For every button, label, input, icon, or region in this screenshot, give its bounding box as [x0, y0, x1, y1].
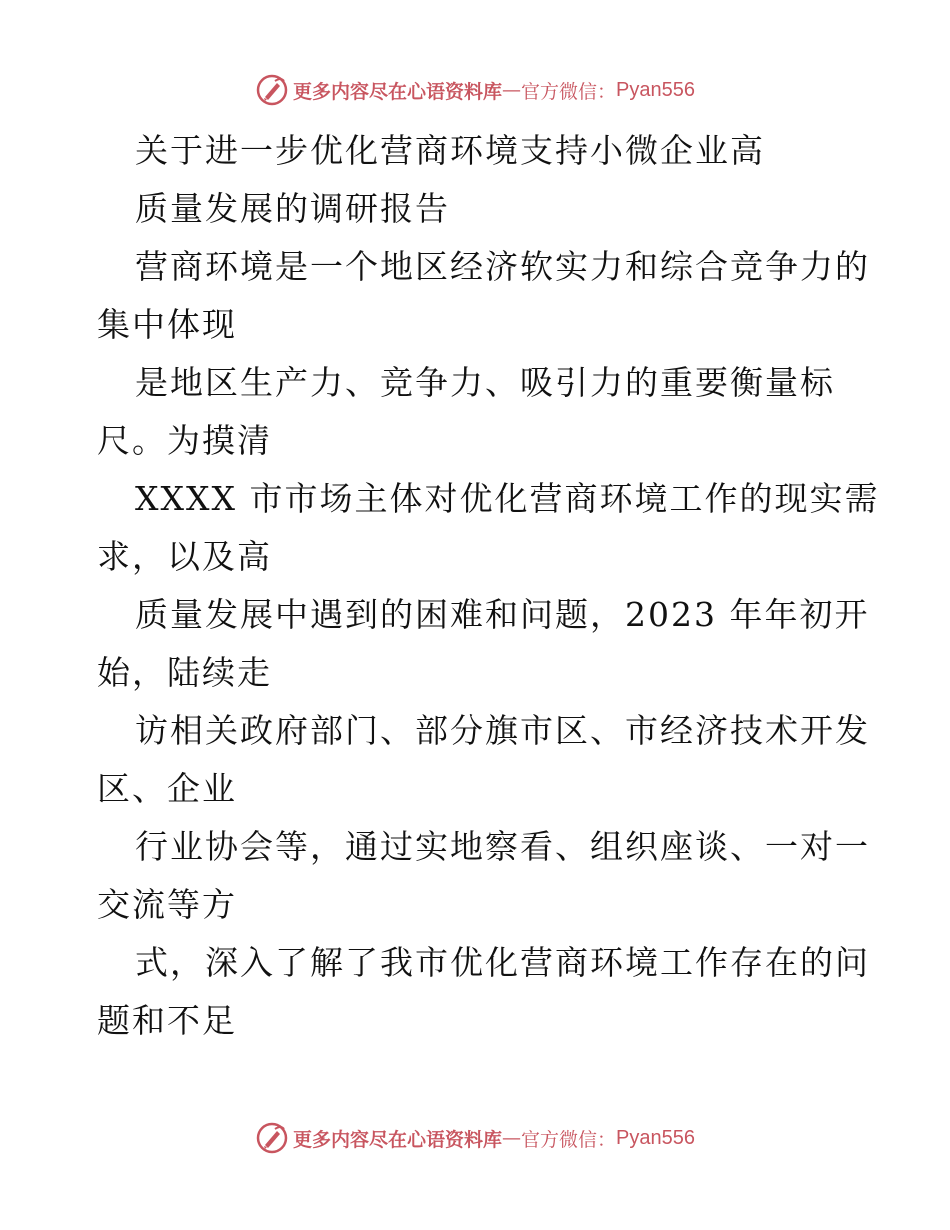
- doc-paragraph-line: 是地区生产力、竞争力、吸引力的重要衡量标: [135, 363, 835, 402]
- watermark-wechat-label: 官方微信：: [521, 1128, 617, 1151]
- doc-paragraph-line: 集中体现: [97, 305, 237, 344]
- doc-paragraph-line: 尺。为摸清: [97, 421, 272, 460]
- doc-title-line-2: 质量发展的调研报告: [135, 189, 450, 228]
- doc-title-line-1: 关于进一步优化营商环境支持小微企业高: [135, 131, 765, 170]
- doc-paragraph-line: 行业协会等，通过实地察看、组织座谈、一对一: [135, 827, 870, 866]
- document-body: [97, 122, 880, 1050]
- doc-paragraph-line: 区、企业: [97, 769, 237, 808]
- watermark-brand-text: 更多内容尽在心语资料库: [293, 1128, 503, 1151]
- doc-paragraph-line: 质量发展中遇到的困难和问题，2023 年年初开: [135, 595, 870, 634]
- doc-paragraph-line: 访相关政府部门、部分旗市区、市经济技术开发: [135, 711, 870, 750]
- watermark-wechat-label: 官方微信：: [521, 80, 617, 103]
- doc-paragraph-line: 式，深入了解了我市优化营商环境工作存在的问: [135, 943, 870, 982]
- header-watermark: [0, 70, 950, 110]
- watermark-brand-text: 更多内容尽在心语资料库: [293, 80, 503, 103]
- pen-logo-icon: [255, 73, 289, 107]
- watermark-wechat-id: Pyan556: [616, 78, 695, 101]
- doc-paragraph-line: 题和不足: [97, 1001, 237, 1040]
- doc-paragraph-line: 始，陆续走: [97, 653, 272, 692]
- doc-paragraph-line: XXXX 市市场主体对优化营商环境工作的现实需: [135, 479, 880, 518]
- doc-paragraph-line: 求，以及高: [97, 537, 272, 576]
- watermark-dash: —: [502, 1127, 522, 1149]
- watermark-dash: —: [502, 79, 522, 101]
- doc-paragraph-line: 营商环境是一个地区经济软实力和综合竞争力的: [135, 247, 870, 286]
- watermark-wechat-id: Pyan556: [616, 1126, 695, 1149]
- doc-paragraph-line: 交流等方: [97, 885, 237, 924]
- footer-watermark: [0, 1118, 950, 1158]
- pen-logo-icon: [255, 1121, 289, 1155]
